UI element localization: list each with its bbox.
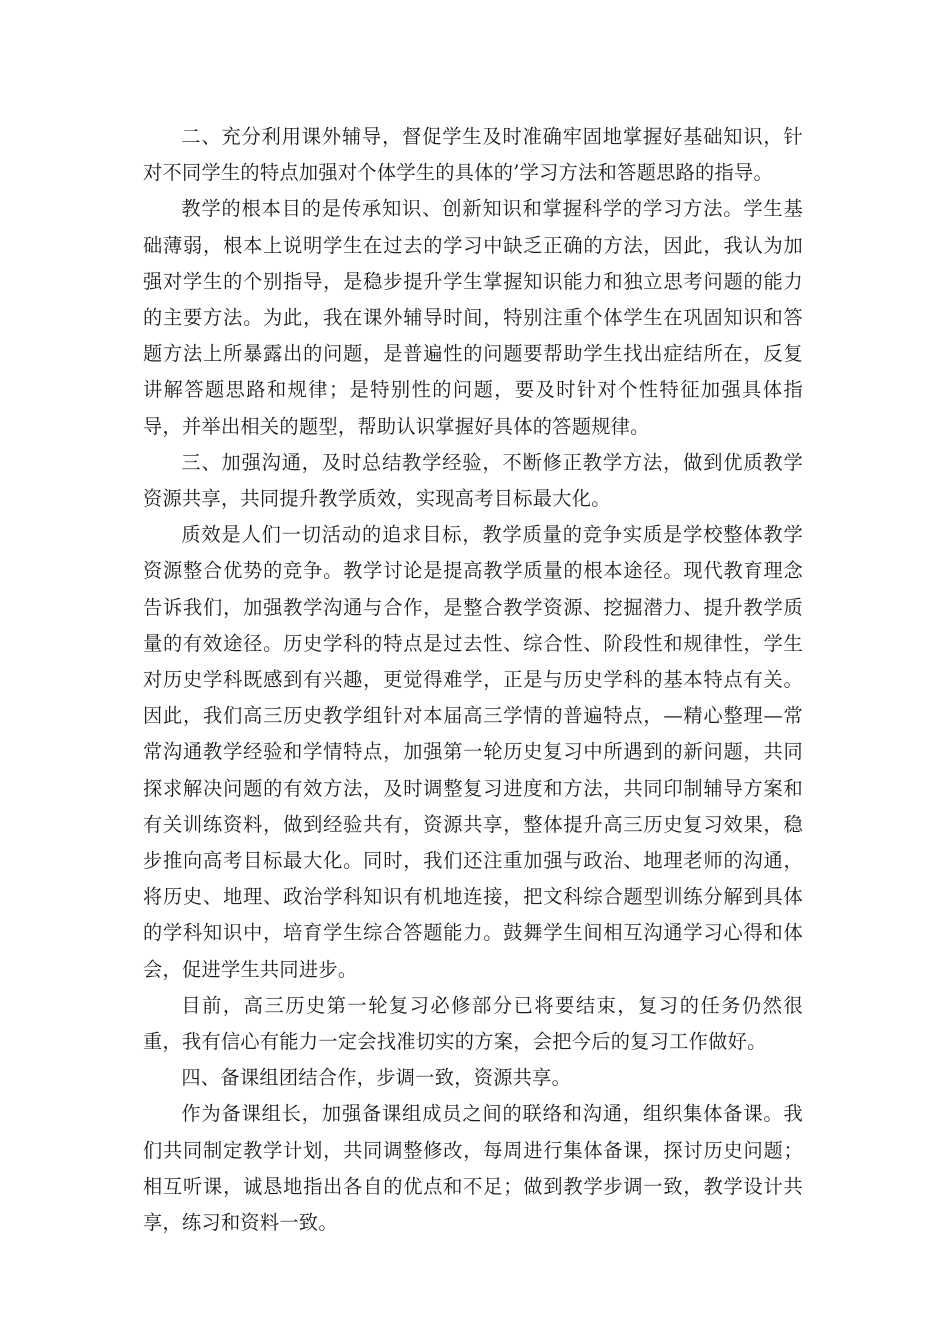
paragraph-lesson-group: 作为备课组长，加强备课组成员之间的联络和沟通，组织集体备课。我们共同制定教学计划，共同调整修改，每周进行集体备课，探讨历史问题；相互听课，诚恳地指出各自的优点和不足；做到教学步调一致，教学设计共享，练习和资料一致。 xyxy=(143,1102,803,1235)
paragraph-heading-three: 三、加强沟通，及时总结教学经验，不断修正教学方法，做到优质教学资源共享，共同提升教学质效，实现高考目标最大化。 xyxy=(143,450,803,511)
paragraph-heading-four: 四、备课组团结合作，步调一致，资源共享。 xyxy=(181,1066,572,1090)
paragraph-current-review: 目前，高三历史第一轮复习必修部分已将要结束，复习的任务仍然很重，我有信心有能力一定会找准切实的方案，会把今后的复习工作做好。 xyxy=(143,993,803,1054)
paragraph-heading-two: 二、充分利用课外辅导，督促学生及时准确牢固地掌握好基础知识，针对不同学生的特点加强对个体学生的具体的’学习方法和答题思路的指导。 xyxy=(143,125,803,185)
document-body xyxy=(143,119,803,1241)
paragraph-communication: 质效是人们一切活动的追求目标，教学质量的竞争实质是学校整体教学资源整合优势的竞争。教学讨论是提高教学质量的根本途径。现代教育理念告诉我们，加强教学沟通与合作，是整合教学资源、挖掘潜力、提升教学质量的有效途径。历史学科的特点是过去性、综合性、阶段性和规律性，学生对历史学科既感到有兴趣，更觉得难学，正是与历史学科的基本特点有关。因此，我们高三历史教学组针对本届高三学情的普遍特点，—精心整理—常常沟通教学经验和学情特点，加强第一轮历史复习中所遇到的新问题，共同探求解决问题的有效方法，及时调整复习进度和方法，共同印制辅导方案和有关训练资料，做到经验共有，资源共享，整体提升高三历史复习效果，稳步推向高考目标最大化。同时，我们还注重加强与政治、地理老师的沟通，将历史、地理、政治学科知识有机地连接，把文科综合题型训练分解到具体的学科知识中，培育学生综合答题能力。鼓舞学生间相互沟通学习心得和体会，促进学生共同进步。 xyxy=(143,523,803,981)
paragraph-individual-guidance: 教学的根本目的是传承知识、创新知识和掌握科学的学习方法。学生基础薄弱，根本上说明学生在过去的学习中缺乏正确的方法，因此，我认为加强对学生的个别指导，是稳步提升学生掌握知识能力和独立思考问题的能力的主要方法。为此，我在课外辅导时间，特别注重个体学生在巩固知识和答题方法上所暴露出的问题，是普遍性的问题要帮助学生找出症结所在，反复讲解答题思路和规律；是特别性的问题，要及时针对个性特征加强具体指导，并举出相关的题型，帮助认识掌握好具体的答题规律。 xyxy=(143,197,803,438)
